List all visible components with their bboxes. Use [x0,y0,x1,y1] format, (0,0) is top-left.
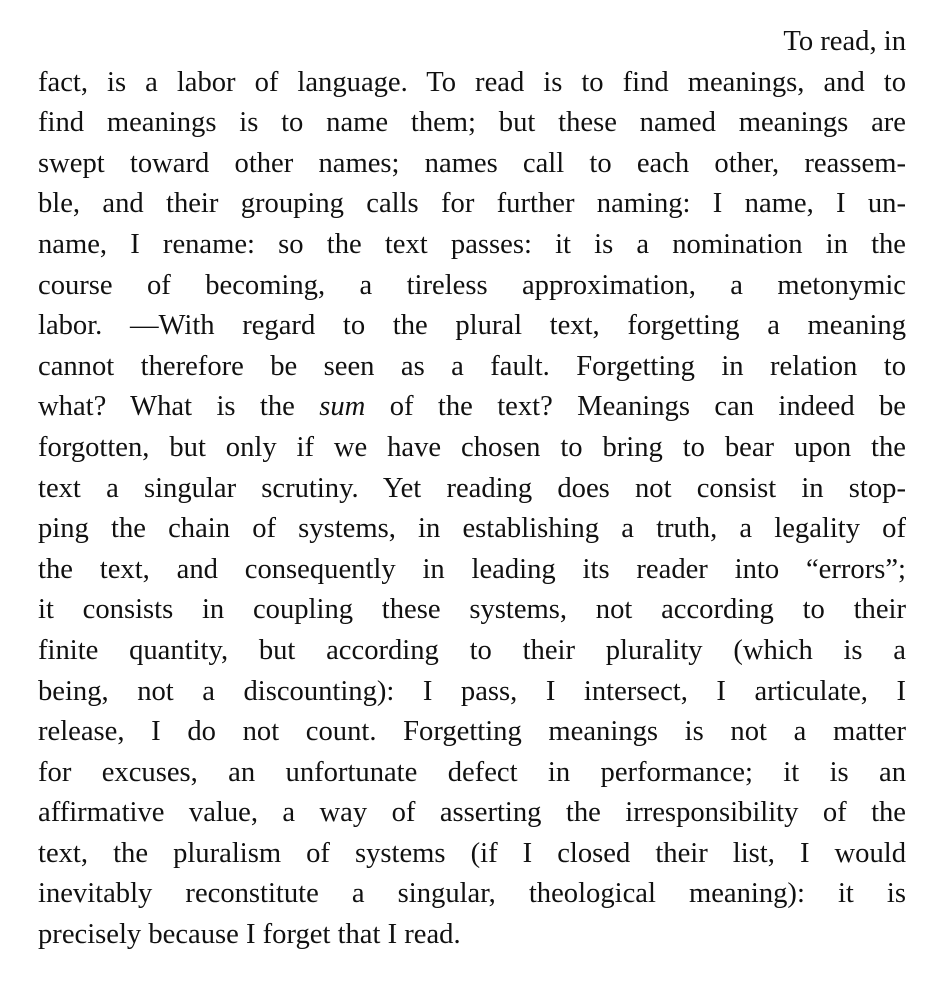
text-segment: of the text? Meanings can indeed be [365,391,906,423]
text-line: ping the chain of systems, in establishing a truth, a legality of [38,513,906,545]
text-line: for excuses, an unfortunate defect in performance; it is an [38,756,906,788]
text-line: ble, and their grouping calls for further naming: I name, I un- [38,188,906,220]
text-line: forgotten, but only if we have chosen to bring to bear upon the [38,431,906,463]
text-line: it consists in coupling these systems, not according to their [38,594,906,626]
text-line: the text, and consequently in leading its reader into “errors”; [38,553,906,585]
text-line: precisely because I forget that I read. [38,919,461,951]
text-line: name, I rename: so the text passes: it is a nomination in the [38,228,906,260]
text-line: course of becoming, a tireless approximation, a metonymic [38,269,906,301]
text-line: swept toward other names; names call to each other, reassem- [38,147,906,179]
text-line: fact, is a labor of language. To read is to find meanings, and to [38,66,906,98]
italic-text: sum [319,391,366,423]
text-line: text, the pluralism of systems (if I closed their list, I would [38,837,906,869]
text-line: cannot therefore be seen as a fault. Forgetting in relation to [38,350,906,382]
text-segment: what? What is the [38,391,320,423]
text-line: labor. —With regard to the plural text, forgetting a meaning [38,310,906,342]
text-line: release, I do not count. Forgetting meanings is not a matter [38,716,906,748]
text-line: text a singular scrutiny. Yet reading does not consist in stop- [38,472,906,504]
text-line: being, not a discounting): I pass, I intersect, I articulate, I [38,675,906,707]
text-line [38,387,906,428]
text-line: find meanings is to name them; but these named meanings are [38,107,906,139]
text-line: inevitably reconstitute a singular, theological meaning): it is [38,878,906,910]
text-line: To read, in [783,26,906,57]
text-line: finite quantity, but according to their plurality (which is a [38,634,906,666]
text-line: affirmative value, a way of asserting the irresponsibility of the [38,797,906,829]
text-passage [38,22,906,956]
